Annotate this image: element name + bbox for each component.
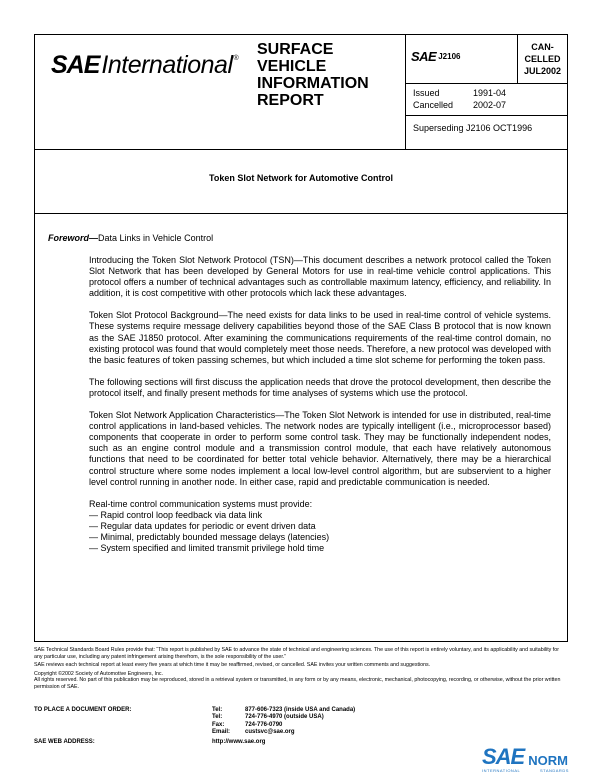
norm-sub-left: INTERNATIONAL	[482, 768, 521, 773]
cancelled-label: Cancelled	[413, 100, 454, 110]
tel2-value: 724-776-4970 (outside USA)	[245, 714, 324, 721]
superseding: Superseding J2106 OCT1996	[413, 123, 533, 133]
header-divider	[405, 35, 406, 149]
order-label: TO PLACE A DOCUMENT ORDER:	[34, 707, 132, 713]
norm-sub-right: STANDARDS	[540, 768, 569, 773]
web-label: SAE WEB ADDRESS:	[34, 738, 95, 745]
tel2-label: Tel:	[212, 714, 223, 721]
sae-international-logo	[51, 51, 239, 80]
norm-text: NORM	[528, 753, 568, 768]
dates-bottom-line	[405, 115, 567, 116]
status-box	[517, 35, 568, 83]
paragraph: The following sections will first discuss the application needs that drove the protocol development, then describe the protocol itself, and finally present methods for time analyses of systems which use the protocol.	[89, 376, 551, 398]
sae-norm-logo	[482, 744, 569, 773]
paragraph: Introducing the Token Slot Network Protocol (TSN)—This document describes a network protocol called the Token Slot Network that has been developed by General Motors for use in real-time vehicle control applications. This protocol offers a number of technical advantages such as controllable maximum latency, efficiency, and reliability. In addition, it is cost competitive with other protocols which lack these advantages.	[89, 255, 551, 299]
report-type-line: REPORT	[257, 92, 324, 109]
email-label: Email:	[212, 729, 231, 736]
report-type-line: SURFACE	[257, 41, 334, 58]
footer-copyright: Copyright ©2002 Society of Automotive Engineers, Inc.	[34, 670, 164, 677]
fax-value: 724-776-0790	[245, 721, 283, 728]
issued-value: 1991-04	[473, 88, 507, 98]
body-text	[89, 255, 551, 554]
foreword-text: Data Links in Vehicle Control	[98, 233, 214, 243]
email-value: custsvc@sae.org	[245, 729, 295, 736]
list-intro: Real-time control communication systems must provide:	[89, 498, 313, 509]
list-item: — Regular data updates for periodic or event driven data	[89, 520, 316, 531]
tel-value: 877-606-7323 (inside USA and Canada)	[245, 707, 356, 713]
document-frame	[34, 34, 568, 642]
footer-review: SAE reviews each technical report at least every five years at which time it may be reaffirmed, revised, or cancelled. SAE invites your written comments and suggestions.	[34, 662, 431, 669]
status-line: CELLED	[524, 54, 561, 64]
report-type-line: INFORMATION	[257, 75, 369, 92]
report-type-line: VEHICLE	[257, 58, 327, 75]
legal-footer	[34, 647, 568, 693]
status-line: JUL2002	[523, 66, 562, 76]
paragraph: Token Slot Protocol Background—The need exists for data links to be used in real-time control of vehicle systems. These systems require message delivery capabilities beyond those of the SAE Class B protocol that is now known as the SAE J1850 protocol. After examining the communications requirements of the real-time control domain, no existing protocol was found that would completely meet those needs. Therefore, a new protocol was developed with the basic features of token passing schemes, but which included a time slot scheme for performing the token pass.	[89, 310, 551, 365]
logo-tm: ®	[233, 55, 239, 62]
title-bottom-line	[35, 213, 567, 214]
footer-rules: SAE Technical Standards Board Rules provide that: “This report is published by SAE to advance the state of technical and engineering sciences. The use of this report is entirely voluntary, and its applicability and suitability for any particular use, including any patent infringement arising therefrom, is the sole responsibility of the user.”	[34, 647, 559, 660]
logo-sae: SAE	[51, 51, 100, 79]
footer-rights: All rights reserved. No part of this publication may be reproduced, stored in a retrieval system or transmitted, in any form or by any means, electronic, mechanical, photocopying, recording, or otherwise, without the prior written permission of SAE.	[34, 677, 561, 690]
report-type	[257, 41, 369, 109]
logo-international: International	[101, 51, 233, 79]
cancelled-value: 2002-07	[473, 100, 507, 110]
foreword-label: Foreword—	[48, 233, 99, 243]
docnum-bottom-line	[405, 83, 567, 84]
tel-label: Tel:	[212, 707, 223, 713]
status-line: CAN-	[531, 42, 554, 52]
document-number	[411, 49, 460, 64]
fax-label: Fax:	[212, 721, 225, 728]
norm-sae: SAE	[482, 744, 525, 769]
list-item: — System specified and limited transmit privilege hold time	[89, 543, 325, 554]
list-item: — Rapid control loop feedback via data link	[89, 509, 263, 520]
doc-number: J2106	[438, 52, 461, 61]
web-value[interactable]: http://www.sae.org	[212, 738, 266, 745]
paragraph: Token Slot Network Application Characteristics—The Token Slot Network is intended for use in distributed, real-time control applications in land-based vehicles. The network nodes are typically intelligent (i.e., microprocessor based) components that cooperate in order to perform some control task. They may be functionally independent nodes, such as an engine control module and a transmission control module, that each have relatively autonomous functions that need to be coordinated for better total vehicle behavior. Alternatively, there may be a hierarchical control structure where some nodes implement a local low-level control algorithm, but are subservient to a higher level control running in another node. In either case, rapid and predictable communication is needed.	[89, 410, 551, 487]
doc-logo: SAE	[411, 49, 437, 64]
list-item: — Minimal, predictably bounded message delays (latencies)	[89, 531, 330, 542]
issued-label: Issued	[413, 88, 440, 98]
foreword	[48, 233, 213, 243]
header-bottom-line	[35, 149, 567, 150]
dates-block	[413, 87, 506, 111]
document-title: Token Slot Network for Automotive Control	[209, 173, 393, 183]
requirements-list	[89, 499, 551, 554]
